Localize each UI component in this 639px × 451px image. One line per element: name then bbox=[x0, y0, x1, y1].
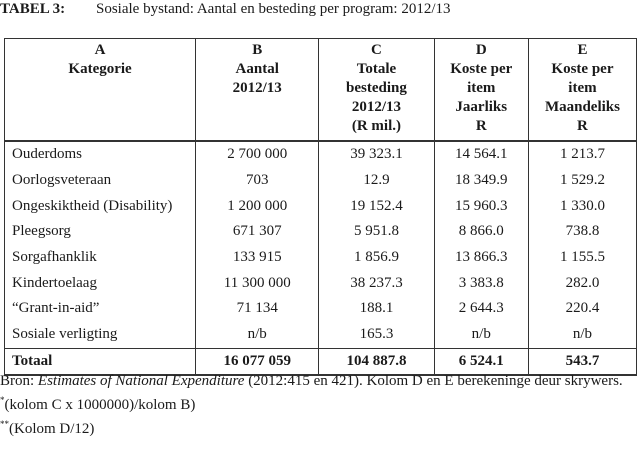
table-row bbox=[5, 322, 637, 348]
cell-kategorie: Ouderdoms bbox=[5, 141, 196, 168]
header-line: D bbox=[475, 42, 487, 58]
cell-maandeliks: 1 155.5 bbox=[528, 245, 636, 271]
cell-maandeliks: 1 529.2 bbox=[528, 168, 636, 194]
cell-kategorie: Sosiale verligting bbox=[5, 322, 196, 348]
cell-kategorie: “Grant-in-aid” bbox=[5, 296, 196, 322]
header-line: R bbox=[577, 118, 588, 134]
source-title: Estimates of National Expenditure bbox=[37, 373, 245, 389]
header-line: Koste per bbox=[450, 61, 513, 77]
total-aantal: 16 077 059 bbox=[196, 348, 319, 375]
header-line: item bbox=[568, 80, 597, 96]
header-row bbox=[5, 39, 637, 142]
cell-jaarliks: n/b bbox=[434, 322, 528, 348]
header-line: Koste per bbox=[551, 61, 614, 77]
header-koste-jaarliks bbox=[434, 39, 528, 142]
cell-jaarliks: 3 383.8 bbox=[434, 270, 528, 296]
cell-kategorie: Pleegsorg bbox=[5, 219, 196, 245]
cell-maandeliks: 738.8 bbox=[528, 219, 636, 245]
header-line: 2012/13 bbox=[351, 99, 402, 115]
cell-jaarliks: 15 960.3 bbox=[434, 193, 528, 219]
header-line: (R mil.) bbox=[351, 118, 402, 134]
header-line: Jaarliks bbox=[455, 99, 508, 115]
table-body bbox=[5, 141, 637, 375]
table-row bbox=[5, 141, 637, 168]
table-row bbox=[5, 296, 637, 322]
header-line: A bbox=[94, 42, 106, 58]
table-caption bbox=[0, 0, 451, 22]
cell-besteding: 38 237.3 bbox=[319, 270, 434, 296]
cell-maandeliks: 220.4 bbox=[528, 296, 636, 322]
cell-besteding: 1 856.9 bbox=[319, 245, 434, 271]
cell-jaarliks: 13 866.3 bbox=[434, 245, 528, 271]
cell-aantal: 71 134 bbox=[196, 296, 319, 322]
total-maandeliks: 543.7 bbox=[528, 348, 636, 375]
table-row bbox=[5, 168, 637, 194]
cell-maandeliks: n/b bbox=[528, 322, 636, 348]
header-line: 2012/13 bbox=[232, 80, 282, 96]
cell-kategorie: Kindertoelaag bbox=[5, 270, 196, 296]
header-line: besteding bbox=[346, 80, 407, 96]
cell-aantal: 1 200 000 bbox=[196, 193, 319, 219]
cell-jaarliks: 14 564.1 bbox=[434, 141, 528, 168]
cell-aantal: n/b bbox=[196, 322, 319, 348]
cell-kategorie: Oorlogsveteraan bbox=[5, 168, 196, 194]
header-koste-maandeliks bbox=[528, 39, 636, 142]
cell-besteding: 188.1 bbox=[319, 296, 434, 322]
header-line: Kategorie bbox=[68, 61, 132, 77]
cell-maandeliks: 282.0 bbox=[528, 270, 636, 296]
source-line: Bron: Estimates of National Expenditure (2012:415 en 421). Kolom D en E berekeninge deur skrywers. bbox=[0, 373, 623, 389]
cell-besteding: 12.9 bbox=[319, 168, 434, 194]
cell-besteding: 5 951.8 bbox=[319, 219, 434, 245]
footnote-jaarliks: *(kolom C x 1000000)/kolom B) bbox=[0, 395, 196, 413]
cell-maandeliks: 1 213.7 bbox=[528, 141, 636, 168]
cell-maandeliks: 1 330.0 bbox=[528, 193, 636, 219]
cell-kategorie: Ongeskiktheid (Disability) bbox=[5, 193, 196, 219]
total-kategorie: Totaal bbox=[5, 348, 196, 375]
cell-jaarliks: 2 644.3 bbox=[434, 296, 528, 322]
cell-besteding: 39 323.1 bbox=[319, 141, 434, 168]
source-notes bbox=[0, 372, 639, 439]
table-row bbox=[5, 245, 637, 271]
cell-aantal: 133 915 bbox=[196, 245, 319, 271]
header-line: E bbox=[577, 42, 588, 58]
header-kategorie bbox=[5, 39, 196, 142]
cell-kategorie: Sorgafhanklik bbox=[5, 245, 196, 271]
cell-jaarliks: 18 349.9 bbox=[434, 168, 528, 194]
header-line: R bbox=[475, 118, 487, 134]
cell-besteding: 165.3 bbox=[319, 322, 434, 348]
header-totale-besteding bbox=[319, 39, 434, 142]
table-row bbox=[5, 270, 637, 296]
table-title: Sosiale bystand: Aantal en besteding per program: 2012/13 bbox=[96, 1, 451, 17]
table-row bbox=[5, 193, 637, 219]
header-aantal bbox=[196, 39, 319, 142]
table-row bbox=[5, 219, 637, 245]
header-line: Totale bbox=[356, 61, 397, 77]
cell-aantal: 2 700 000 bbox=[196, 141, 319, 168]
footnote-maandeliks: **(Kolom D/12) bbox=[0, 419, 95, 437]
header-line: Maandeliks bbox=[544, 99, 620, 115]
table-label: TABEL 3: bbox=[0, 1, 66, 17]
cell-aantal: 703 bbox=[196, 168, 319, 194]
social-assistance-table bbox=[4, 38, 637, 376]
cell-aantal: 671 307 bbox=[196, 219, 319, 245]
total-besteding: 104 887.8 bbox=[319, 348, 434, 375]
header-line: C bbox=[371, 42, 382, 58]
cell-aantal: 11 300 000 bbox=[196, 270, 319, 296]
header-line: Aantal bbox=[235, 61, 279, 77]
cell-jaarliks: 8 866.0 bbox=[434, 219, 528, 245]
header-line: B bbox=[252, 42, 263, 58]
cell-besteding: 19 152.4 bbox=[319, 193, 434, 219]
total-jaarliks: 6 524.1 bbox=[434, 348, 528, 375]
header-line: item bbox=[467, 80, 496, 96]
